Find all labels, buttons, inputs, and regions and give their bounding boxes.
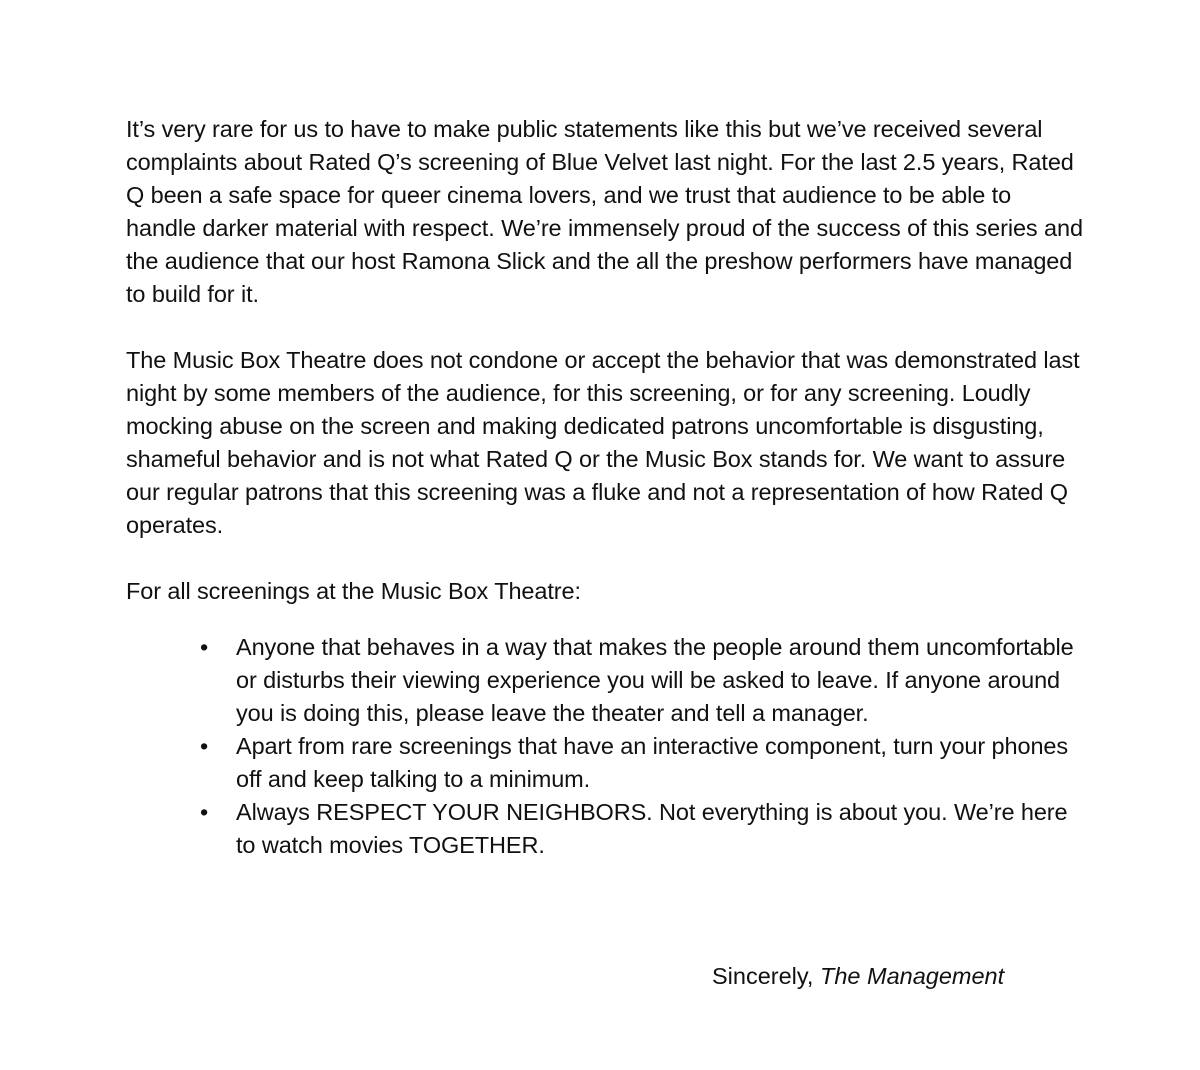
list-item (126, 730, 1086, 796)
signature: The Management (819, 963, 1005, 989)
list-item-text: Apart from rare screenings that have an interactive component, turn your phones off and keep talking to a minimum. (236, 733, 1069, 792)
paragraph-spacer (126, 311, 1086, 344)
paragraph-spacer (126, 542, 1086, 575)
list-item-text: Anyone that behaves in a way that makes the people around them uncomfortable or disturbs their viewing experience you will be asked to leave. If anyone around you is doing this, please leave the theater and tell a manager. (236, 634, 1074, 726)
rules-list (126, 631, 1086, 862)
bullet-icon: • (200, 634, 209, 660)
paragraph-rules-intro: For all screenings at the Music Box Theatre: (126, 578, 581, 604)
list-item (126, 631, 1086, 730)
list-item (126, 796, 1086, 862)
paragraph-condemnation: The Music Box Theatre does not condone or accept the behavior that was demonstrated last night by some members of the audience, for this screening, or for any screening. Loudly mocking abuse on the screen and making dedicated patrons uncomfortable is disgusting, shameful behavior and is not what Rated Q or the Music Box stands for. We want to assure our regular patrons that this screening was a fluke and not a representation of how Rated Q operates. (126, 347, 1080, 538)
list-item-text: Always RESPECT YOUR NEIGHBORS. Not everything is about you. We’re here to watch movies TOGETHER. (236, 799, 1068, 858)
closing-line (712, 960, 1004, 993)
statement-document (126, 113, 1086, 862)
paragraph-intro: It’s very rare for us to have to make public statements like this but we’ve received several complaints about Rated Q’s screening of Blue Velvet last night. For the last 2.5 years, Rated Q been a safe space for queer cinema lovers, and we trust that audience to be able to handle darker material with respect. We’re immensely proud of the success of this series and the audience that our host Ramona Slick and the all the preshow performers have managed to build for it. (126, 116, 1083, 307)
bullet-icon: • (200, 733, 209, 759)
salutation: Sincerely, (712, 963, 814, 989)
bullet-icon: • (200, 799, 209, 825)
